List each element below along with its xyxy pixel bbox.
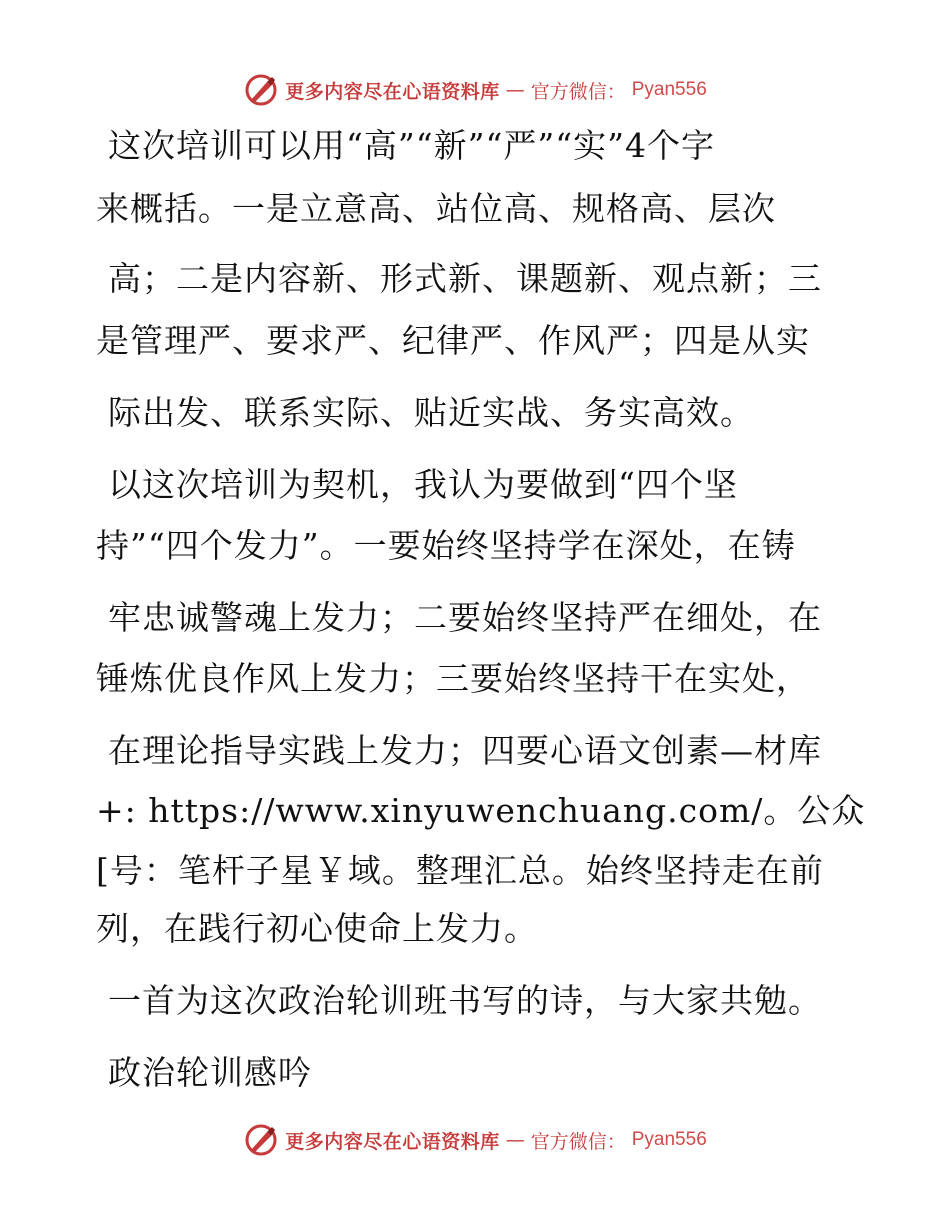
footer-banner — [0, 1122, 950, 1158]
text-line: 一首为这次政治轮训班书写的诗，与大家共勉。 — [108, 981, 822, 1020]
text-line: 际出发、联系实际、贴近实战、务实高效。 — [108, 393, 754, 432]
text-line: 高；二是内容新、形式新、课题新、观点新；三 — [108, 259, 822, 298]
text-line: 牢忠诚警魂上发力；二要始终坚持严在细处，在 — [108, 598, 822, 637]
text-line: 列，在践行初心使命上发力。 — [96, 909, 538, 948]
text-line: 是管理严、要求严、纪律严、作风严；四是从实 — [96, 321, 810, 360]
banner-title: 更多内容尽在心语资料库 — [285, 80, 500, 103]
text-line: 来概括。一是立意高、站位高、规格高、层次 — [96, 189, 776, 228]
banner-wechat-id: Pyan556 — [631, 1129, 707, 1150]
header-banner — [0, 72, 950, 108]
text-line: +: https://www.xinyuwenchuang.com/。公众 — [96, 791, 866, 830]
text-line: 持”“四个发力”。一要始终坚持学在深处，在铸 — [96, 526, 796, 565]
text-line: [号：笔杆子星￥域。整理汇总。始终坚持走在前 — [96, 851, 824, 890]
banner-wechat-label: 官方微信： — [530, 1130, 626, 1153]
pen-logo-icon — [243, 72, 279, 108]
text-line: 以这次培训为契机，我认为要做到“四个坚 — [108, 465, 738, 504]
pen-logo-icon — [243, 1122, 279, 1158]
text-line: 这次培训可以用“高”“新”“严”“实”4个字 — [108, 126, 715, 165]
text-line: 锤炼优良作风上发力；三要始终坚持干在实处， — [96, 659, 810, 698]
text-line: 在理论指导实践上发力；四要心语文创素—材库 — [108, 731, 822, 770]
banner-wechat-label: 官方微信： — [530, 80, 626, 103]
banner-title: 更多内容尽在心语资料库 — [285, 1130, 500, 1153]
banner-wechat-id: Pyan556 — [631, 79, 707, 100]
banner-separator: — — [505, 79, 525, 101]
text-line: 政治轮训感吟 — [108, 1053, 312, 1092]
banner-separator: — — [505, 1129, 525, 1151]
